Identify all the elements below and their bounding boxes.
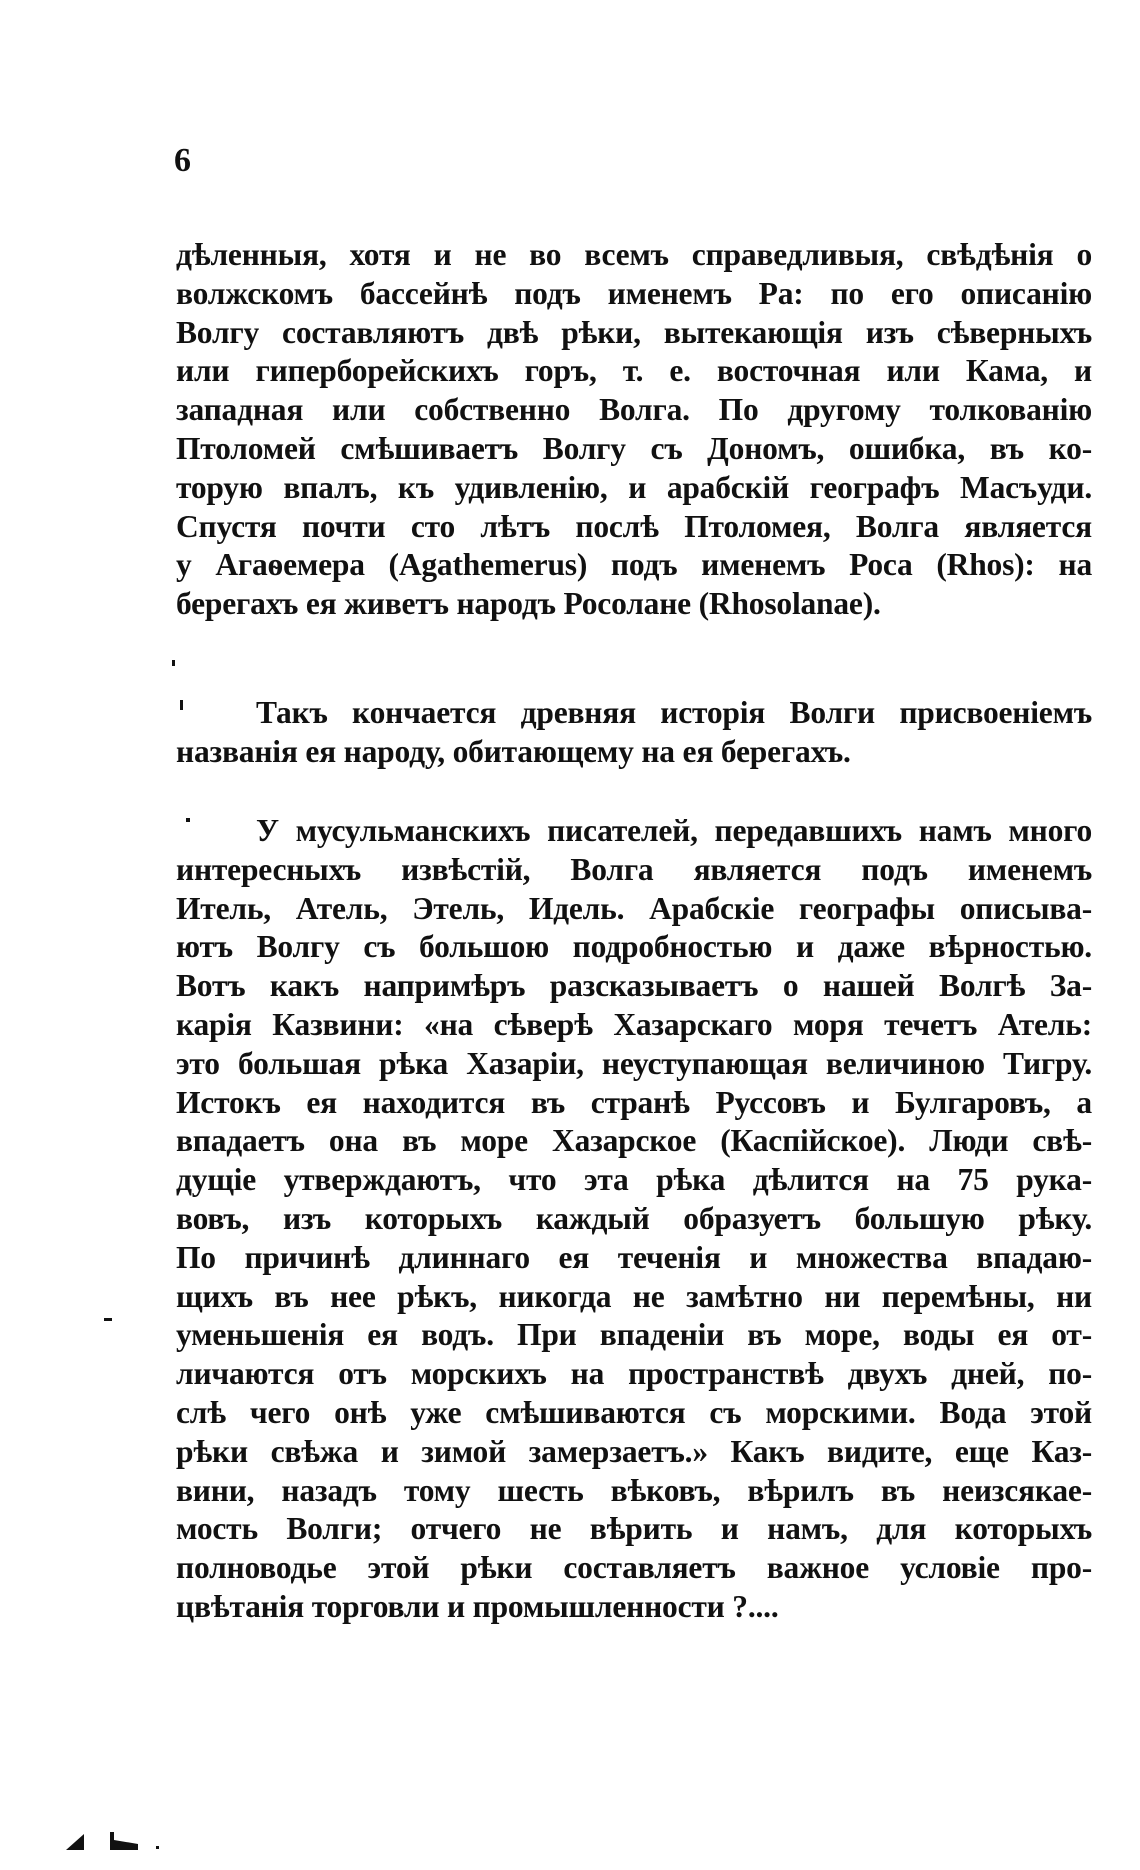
text-line: интересныхъ извѣстій, Волга является подъ именемъ [176,851,1092,887]
text-line: цвѣтанія торговли и промышленности ?.... [176,1588,779,1624]
text-line: у Агаѳемера (Agathemerus) подъ именемъ Роса (Rhos): на [176,547,1092,583]
text-line: У мусульманскихъ писателей, передавшихъ намъ много [256,813,1092,848]
text-line: Вотъ какъ напримѣръ разсказываетъ о нашей Волгѣ За- [176,968,1092,1004]
text-line: щихъ въ нее рѣкъ, никогда не замѣтно ни перемѣны, ни [176,1278,1092,1314]
text-line: личаются отъ морскихъ на пространствѣ двухъ дней, по- [176,1356,1092,1392]
text-line: вовъ, изъ которыхъ каждый образуетъ большую рѣку. [176,1200,1092,1236]
text-line: дѣленныя, хотя и не во всемъ справедливыя, свѣдѣнія о [176,237,1092,272]
text-line: По причинѣ длиннаго ея теченія и множества впадаю- [176,1239,1092,1275]
text-line: дущіе утверждаютъ, что эта рѣка дѣлится на 75 рука- [176,1162,1092,1198]
text-line: ютъ Волгу съ большою подробностью и даже вѣрностью. [176,929,1092,965]
text-line: названія ея народу, обитающему на ея берегахъ. [176,733,851,769]
scan-speck [186,818,190,822]
page-number: 6 [174,142,191,179]
text-line: торую впалъ, къ удивленію, и арабскій географъ Масъуди. [176,469,1092,505]
text-line: волжскомъ бассейнѣ подъ именемъ Ра: по его описанію [176,275,1092,311]
text-line: слѣ чего онѣ уже смѣшиваются съ морскими. Вода этой [176,1394,1092,1430]
text-line: мость Волги; отчего не вѣрить и намъ, для которыхъ [176,1511,1092,1547]
text-line: Итель, Атель, Этель, Идель. Арабскіе географы описыва- [176,890,1092,926]
paragraph-1 [176,236,1092,624]
scan-speck [172,660,175,666]
paragraph-3 [176,812,1092,1627]
scan-speck [104,1318,112,1321]
text-line: Птоломей смѣшиваетъ Волгу съ Дономъ, ошибка, въ ко- [176,430,1092,466]
text-line: Истокъ ея находится въ странѣ Руссовъ и Булгаровъ, а [176,1084,1092,1120]
text-line: Волгу составляютъ двѣ рѣки, вытекающія изъ сѣверныхъ [176,314,1092,350]
text-line: берегахъ ея живетъ народъ Росолане (Rhosolanae). [176,586,881,622]
text-line: это большая рѣка Хазаріи, неуступающая величиною Тигру. [176,1045,1092,1081]
text-line: или гиперборейскихъ горъ, т. е. восточная или Кама, и [176,353,1092,389]
scan-corner-mark [66,1828,162,1852]
text-line: уменьшенія ея водъ. При впаденіи въ море, воды ея от- [176,1317,1092,1353]
text-line: Такъ кончается древняя исторія Волги присвоеніемъ [256,695,1092,730]
text-line: полноводье этой рѣки составляетъ важное условіе про- [176,1550,1092,1586]
paragraph-2 [176,694,1092,772]
text-line: рѣки свѣжа и зимой замерзаетъ.» Какъ видите, еще Каз- [176,1433,1092,1469]
scan-speck [180,700,183,710]
text-line: западная или собственно Волга. По другому толкованію [176,392,1092,428]
text-line: карія Казвини: «на сѣверѣ Хазарскаго моря течетъ Атель: [176,1006,1092,1042]
text-line: Спустя почти сто лѣтъ послѣ Птоломея, Волга является [176,508,1092,544]
text-line: впадаетъ она въ море Хазарское (Каспійское). Люди свѣ- [176,1123,1092,1159]
text-line: вини, назадъ тому шесть вѣковъ, вѣрилъ въ неизсякае- [176,1472,1092,1508]
